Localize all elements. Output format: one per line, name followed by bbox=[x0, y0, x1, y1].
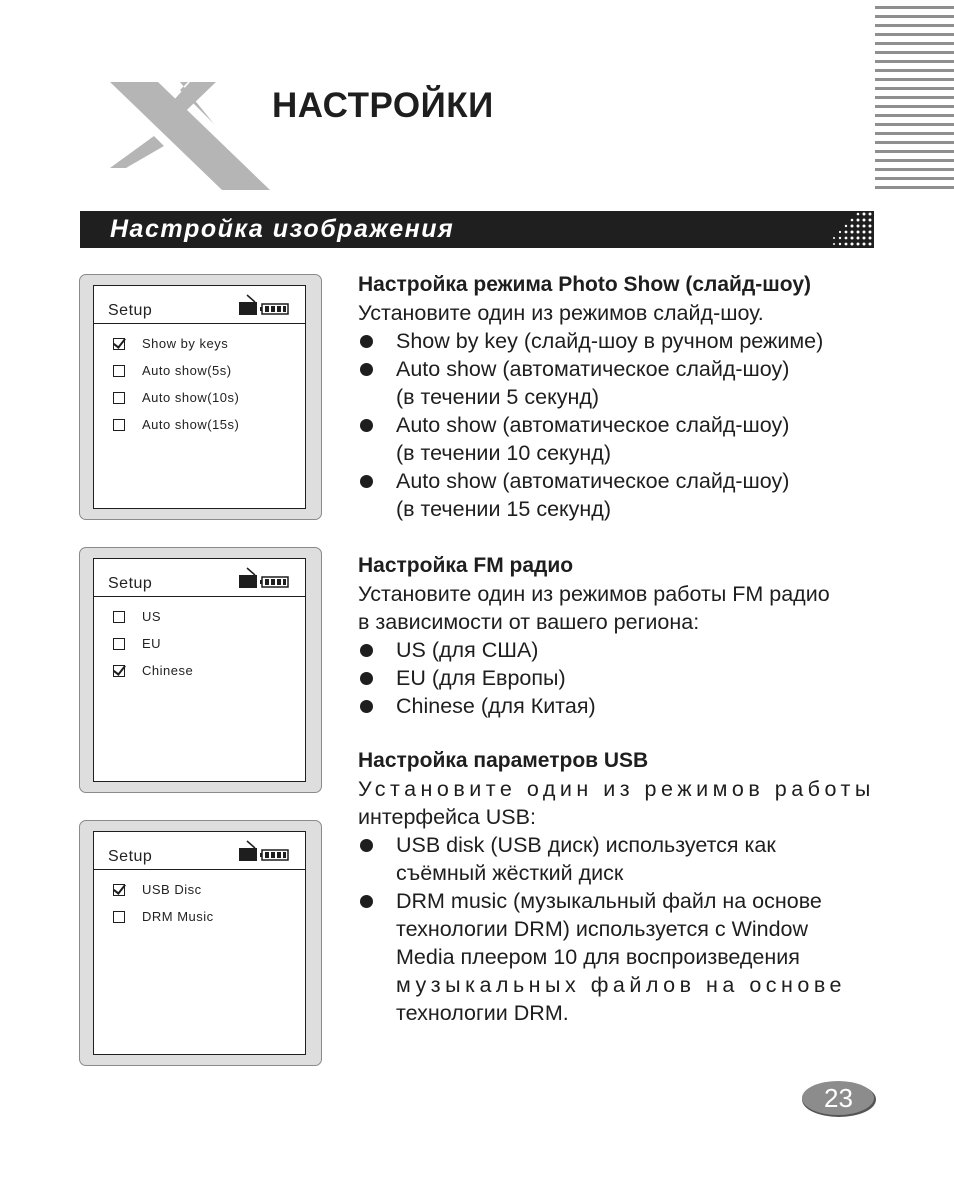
bullet-text: Auto show (автоматическое слайд-шоу) bbox=[396, 413, 790, 437]
bullet-text: (в течении 5 секунд) bbox=[396, 385, 600, 409]
bullet-item bbox=[358, 355, 875, 411]
menu-item-label: DRM Music bbox=[142, 909, 214, 924]
fm-radio-intro: в зависимости от вашего региона: bbox=[358, 610, 700, 634]
fm-radio-heading: Настройка FM радио bbox=[358, 554, 574, 577]
photo-show-heading: Настройка режима Photo Show (слайд-шоу) bbox=[358, 273, 811, 296]
usb-bullets bbox=[358, 831, 875, 1027]
radio-battery-icon bbox=[239, 566, 291, 590]
menu-item-show-by-keys[interactable] bbox=[94, 330, 305, 357]
bullet-item: Chinese (для Китая) bbox=[358, 692, 875, 720]
menu-item-label: Auto show(10s) bbox=[142, 390, 240, 405]
photo-show-intro: Установите один из режимов слайд-шоу. bbox=[358, 301, 764, 325]
checkbox-icon[interactable] bbox=[113, 611, 125, 623]
bullet-text: (в течении 10 секунд) bbox=[396, 441, 611, 465]
checkbox-checked-icon[interactable] bbox=[113, 884, 125, 896]
device-screen-fm-radio bbox=[79, 547, 322, 793]
decorative-stripes bbox=[875, 6, 954, 192]
bullet-text: Media плеером 10 для воспроизведения bbox=[396, 945, 800, 969]
menu-item-label: USB Disc bbox=[142, 882, 202, 897]
menu-item-auto-show-10s[interactable] bbox=[94, 384, 305, 411]
screen-title: Setup bbox=[108, 575, 153, 592]
menu-item-label: Auto show(5s) bbox=[142, 363, 232, 378]
fm-radio-bullets bbox=[358, 636, 875, 720]
menu-item-label: Chinese bbox=[142, 663, 194, 678]
photo-show-section bbox=[358, 271, 875, 523]
menu-item-usb-disc[interactable] bbox=[94, 876, 305, 903]
usb-heading: Настройка параметров USB bbox=[358, 749, 649, 772]
screen-title: Setup bbox=[108, 848, 153, 865]
bullet-text: съёмный жёсткий диск bbox=[396, 861, 624, 885]
menu-item-chinese[interactable] bbox=[94, 657, 305, 684]
fm-radio-section bbox=[358, 552, 875, 720]
device-display bbox=[93, 831, 306, 1055]
usb-intro: интерфейса USB: bbox=[358, 805, 536, 829]
photo-show-bullets bbox=[358, 327, 875, 523]
x-logo bbox=[104, 76, 284, 196]
menu-item-auto-show-15s[interactable] bbox=[94, 411, 305, 438]
checkbox-icon[interactable] bbox=[113, 419, 125, 431]
section-title: Настройка изображения bbox=[110, 215, 455, 243]
dot-pattern-decoration bbox=[830, 211, 874, 248]
menu-item-label: US bbox=[142, 609, 162, 624]
bullet-text: (в течении 15 секунд) bbox=[396, 497, 611, 521]
menu-item-label: EU bbox=[142, 636, 162, 651]
menu-item-label: Auto show(15s) bbox=[142, 417, 240, 432]
screen-title: Setup bbox=[108, 302, 153, 319]
page-number-badge bbox=[801, 1080, 876, 1117]
checkbox-icon[interactable] bbox=[113, 365, 125, 377]
checkbox-checked-icon[interactable] bbox=[113, 665, 125, 677]
bullet-text: технологии DRM. bbox=[396, 1001, 569, 1025]
usb-intro: Установите один из режимов работы bbox=[358, 777, 875, 801]
usb-section bbox=[358, 747, 875, 1027]
menu-item-us[interactable] bbox=[94, 603, 305, 630]
menu-item-auto-show-5s[interactable] bbox=[94, 357, 305, 384]
page-title: НАСТРОЙКИ bbox=[272, 86, 494, 125]
radio-battery-icon bbox=[239, 293, 291, 317]
bullet-item bbox=[358, 887, 875, 1027]
checkbox-checked-icon[interactable] bbox=[113, 338, 125, 350]
section-header-bar bbox=[80, 211, 874, 248]
page-number: 23 bbox=[824, 1083, 853, 1113]
checkbox-icon[interactable] bbox=[113, 638, 125, 650]
photo-show-menu bbox=[94, 324, 305, 438]
fm-radio-menu bbox=[94, 597, 305, 684]
bullet-text: музыкальных файлов на основе bbox=[396, 973, 846, 997]
menu-item-eu[interactable] bbox=[94, 630, 305, 657]
screen-header bbox=[94, 559, 305, 597]
bullet-item bbox=[358, 411, 875, 467]
bullet-text: Auto show (автоматическое слайд-шоу) bbox=[396, 357, 790, 381]
checkbox-icon[interactable] bbox=[113, 911, 125, 923]
bullet-item: EU (для Европы) bbox=[358, 664, 875, 692]
device-display bbox=[93, 558, 306, 782]
bullet-text: Show by key (слайд-шоу в ручном режиме) bbox=[396, 329, 824, 353]
radio-battery-icon bbox=[239, 839, 291, 863]
bullet-text: USB disk (USB диск) используется как bbox=[396, 833, 776, 857]
bullet-item bbox=[358, 467, 875, 523]
bullet-item: US (для США) bbox=[358, 636, 875, 664]
bullet-text: DRM music (музыкальный файл на основе bbox=[396, 889, 822, 913]
checkbox-icon[interactable] bbox=[113, 392, 125, 404]
screen-header bbox=[94, 832, 305, 870]
menu-item-label: Show by keys bbox=[142, 336, 229, 351]
usb-menu bbox=[94, 870, 305, 930]
device-screen-usb bbox=[79, 820, 322, 1066]
device-screen-photo-show bbox=[79, 274, 322, 520]
screen-header bbox=[94, 286, 305, 324]
bullet-text: технологии DRM) используется с Window bbox=[396, 917, 809, 941]
device-display bbox=[93, 285, 306, 509]
bullet-item bbox=[358, 831, 875, 887]
bullet-item bbox=[358, 327, 875, 355]
bullet-text: Auto show (автоматическое слайд-шоу) bbox=[396, 469, 790, 493]
fm-radio-intro: Установите один из режимов работы FM радио bbox=[358, 582, 830, 606]
menu-item-drm-music[interactable] bbox=[94, 903, 305, 930]
